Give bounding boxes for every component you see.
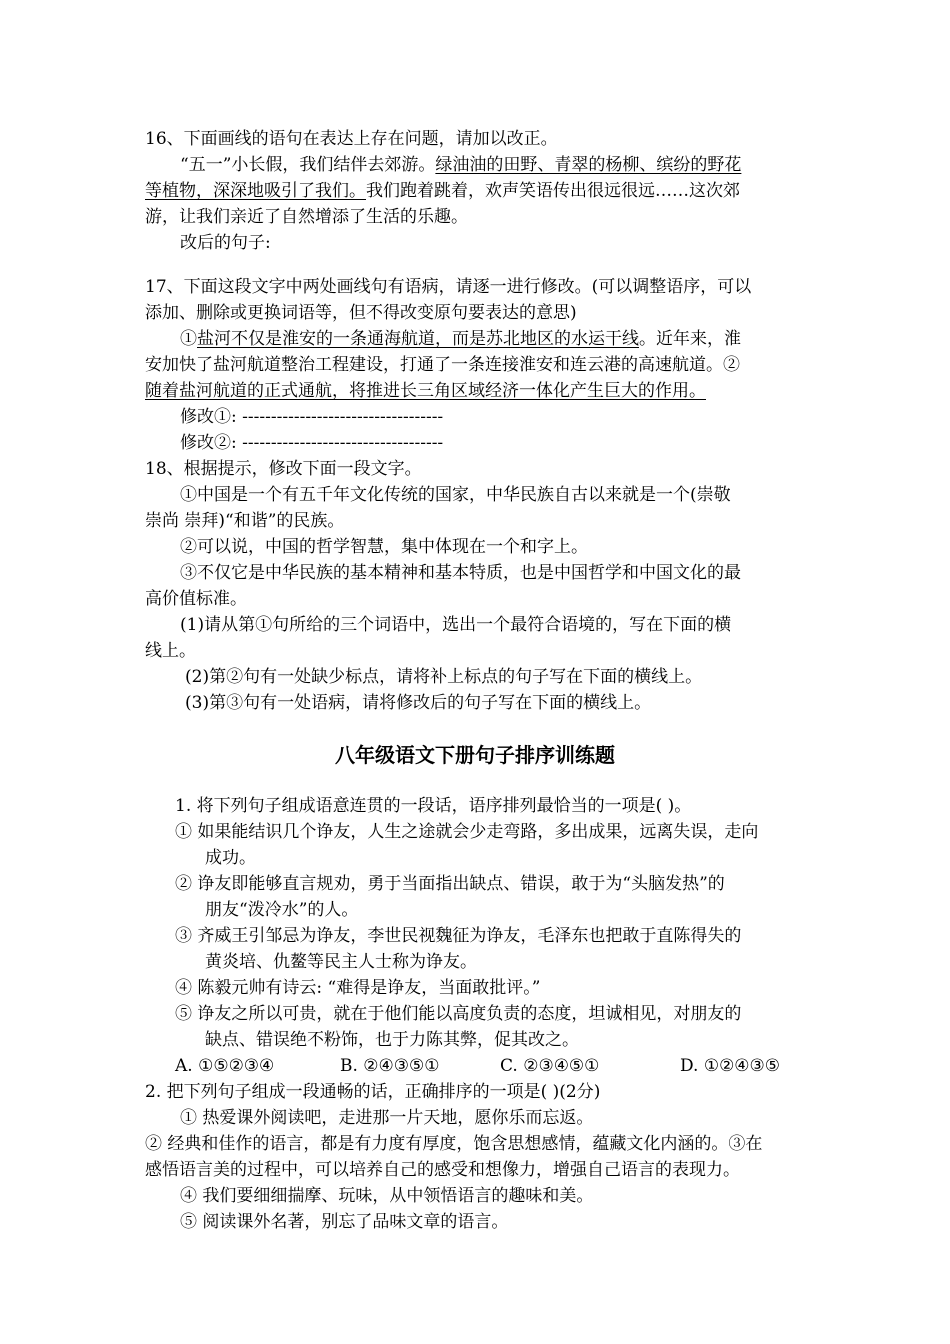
q18-prompt: 18、根据提示，修改下面一段文字。 (145, 459, 422, 479)
s1-option-a[interactable]: A. ①⑤②③④ (175, 1056, 275, 1076)
q17-underlined-sentence-1: 盐河不仅是淮安的一条通海航道，而是苏北地区的水运干线 (197, 329, 639, 349)
s1-item-2a: ② 诤友即能够直言规劝，勇于当面指出缺点、错误，敢于为“头脑发热”的 (175, 874, 725, 894)
s2-prompt: 2. 把下列句子组成一段通畅的话，正确排序的一项是( )(2分) (145, 1082, 601, 1102)
s1-item-2b: 朋友“泼冷水”的人。 (205, 900, 359, 920)
q17-passage-line-1: ①盐河不仅是淮安的一条通海航道，而是苏北地区的水运干线。近年来，淮 (180, 329, 741, 349)
q16-prompt: 16、下面画线的语句在表达上存在问题，请加以改正。 (145, 129, 558, 149)
s2-item-1: ① 热爱课外阅读吧，走进那一片天地，愿你乐而忘返。 (180, 1108, 594, 1128)
s1-item-3a: ③ 齐威王引邹忌为诤友，李世民视魏征为诤友，毛泽东也把敢于直陈得失的 (175, 926, 742, 946)
s1-option-b[interactable]: B. ②④③⑤① (340, 1056, 440, 1076)
section-title: 八年级语文下册句子排序训练题 (335, 743, 615, 767)
q18-task-3: (3)第③句有一处语病，请将修改后的句子写在下面的横线上。 (185, 693, 652, 713)
s2-item-4: ④ 我们要细细揣摩、玩味，从中领悟语言的趣味和美。 (180, 1186, 594, 1206)
q17-passage-line-3 (145, 378, 706, 404)
s2-item-2: ② 经典和佳作的语言，都是有力度有厚度，饱含思想感情，蕴藏文化内涵的。③在 (145, 1134, 763, 1154)
q18-sentence-3b: 高价值标准。 (145, 589, 247, 609)
s2-item-5: ⑤ 阅读课外名著，别忘了品味文章的语言。 (180, 1212, 509, 1232)
q18-task-1a: (1)请从第①句所给的三个词语中，选出一个最符合语境的，写在下面的横 (180, 615, 732, 635)
q16-line-1: “五一”小长假，我们结伴去郊游。绿油油的田野、青翠的杨柳、缤纷的野花 (180, 155, 742, 175)
q18-sentence-1a: ①中国是一个有五千年文化传统的国家，中华民族自古以来就是一个(崇敬 (180, 485, 731, 505)
q18-sentence-1b: 崇尚 崇拜)“和谐”的民族。 (145, 511, 345, 531)
q17-prompt-line-2: 添加、删除或更换词语等，但不得改变原句要表达的意思) (145, 303, 577, 323)
s1-item-1b: 成功。 (205, 848, 256, 868)
q17-prompt-line-1: 17、下面这段文字中两处画线句有语病，请逐一进行修改。(可以调整语序，可以 (145, 277, 752, 297)
s2-item-3: 感悟语言美的过程中，可以培养自己的感受和想像力，增强自己语言的表现力。 (145, 1160, 740, 1180)
q17-fix-1[interactable]: 修改①: ----------------------------------- (180, 407, 444, 427)
s1-item-3b: 黄炎培、仇鳌等民主人士称为诤友。 (205, 952, 477, 972)
s1-item-5b: 缺点、错误绝不粉饰，也于力陈其弊，促其改之。 (205, 1030, 579, 1050)
s1-item-5a: ⑤ 诤友之所以可贵，就在于他们能以高度负责的态度，坦诚相见，对朋友的 (175, 1004, 742, 1024)
q16-underlined-sentence-end: 等植物，深深地吸引了我们。 (145, 181, 366, 201)
q18-sentence-3a: ③不仅它是中华民族的基本精神和基本特质，也是中国哲学和中国文化的最 (180, 563, 741, 583)
s1-item-4: ④ 陈毅元帅有诗云: “难得是诤友，当面敢批评。” (175, 978, 541, 998)
q16-answer-label: 改后的句子: (180, 233, 271, 253)
s1-item-1a: ① 如果能结识几个诤友，人生之途就会少走弯路，多出成果，远离失误，走向 (175, 822, 759, 842)
q16-underlined-sentence: 绿油油的田野、青翠的杨柳、缤纷的野花 (435, 155, 742, 175)
q18-sentence-2: ②可以说，中国的哲学智慧，集中体现在一个和字上。 (180, 537, 588, 557)
s1-prompt: 1. 将下列句子组成语意连贯的一段话，语序排列最恰当的一项是( )。 (175, 796, 692, 816)
q17-underlined-sentence-2: 随着盐河航道的正式通航，将推进长三角区域经济一体化产生巨大的作用。 (145, 381, 706, 401)
q18-task-2: (2)第②句有一处缺少标点，请将补上标点的句子写在下面的横线上。 (185, 667, 703, 687)
s1-option-c[interactable]: C. ②③④⑤① (500, 1056, 600, 1076)
q18-task-1b: 线上。 (145, 641, 196, 661)
q17-fix-2[interactable]: 修改②: ----------------------------------- (180, 433, 444, 453)
q17-passage-line-2: 安加快了盐河航道整治工程建设，打通了一条连接淮安和连云港的高速航道。② (145, 355, 740, 375)
s1-option-d[interactable]: D. ①②④③⑤ (680, 1056, 781, 1076)
q16-line-3: 游，让我们亲近了自然增添了生活的乐趣。 (145, 207, 468, 227)
q16-line-2: 等植物，深深地吸引了我们。我们跑着跳着，欢声笑语传出很远很远……这次郊 (145, 181, 740, 201)
